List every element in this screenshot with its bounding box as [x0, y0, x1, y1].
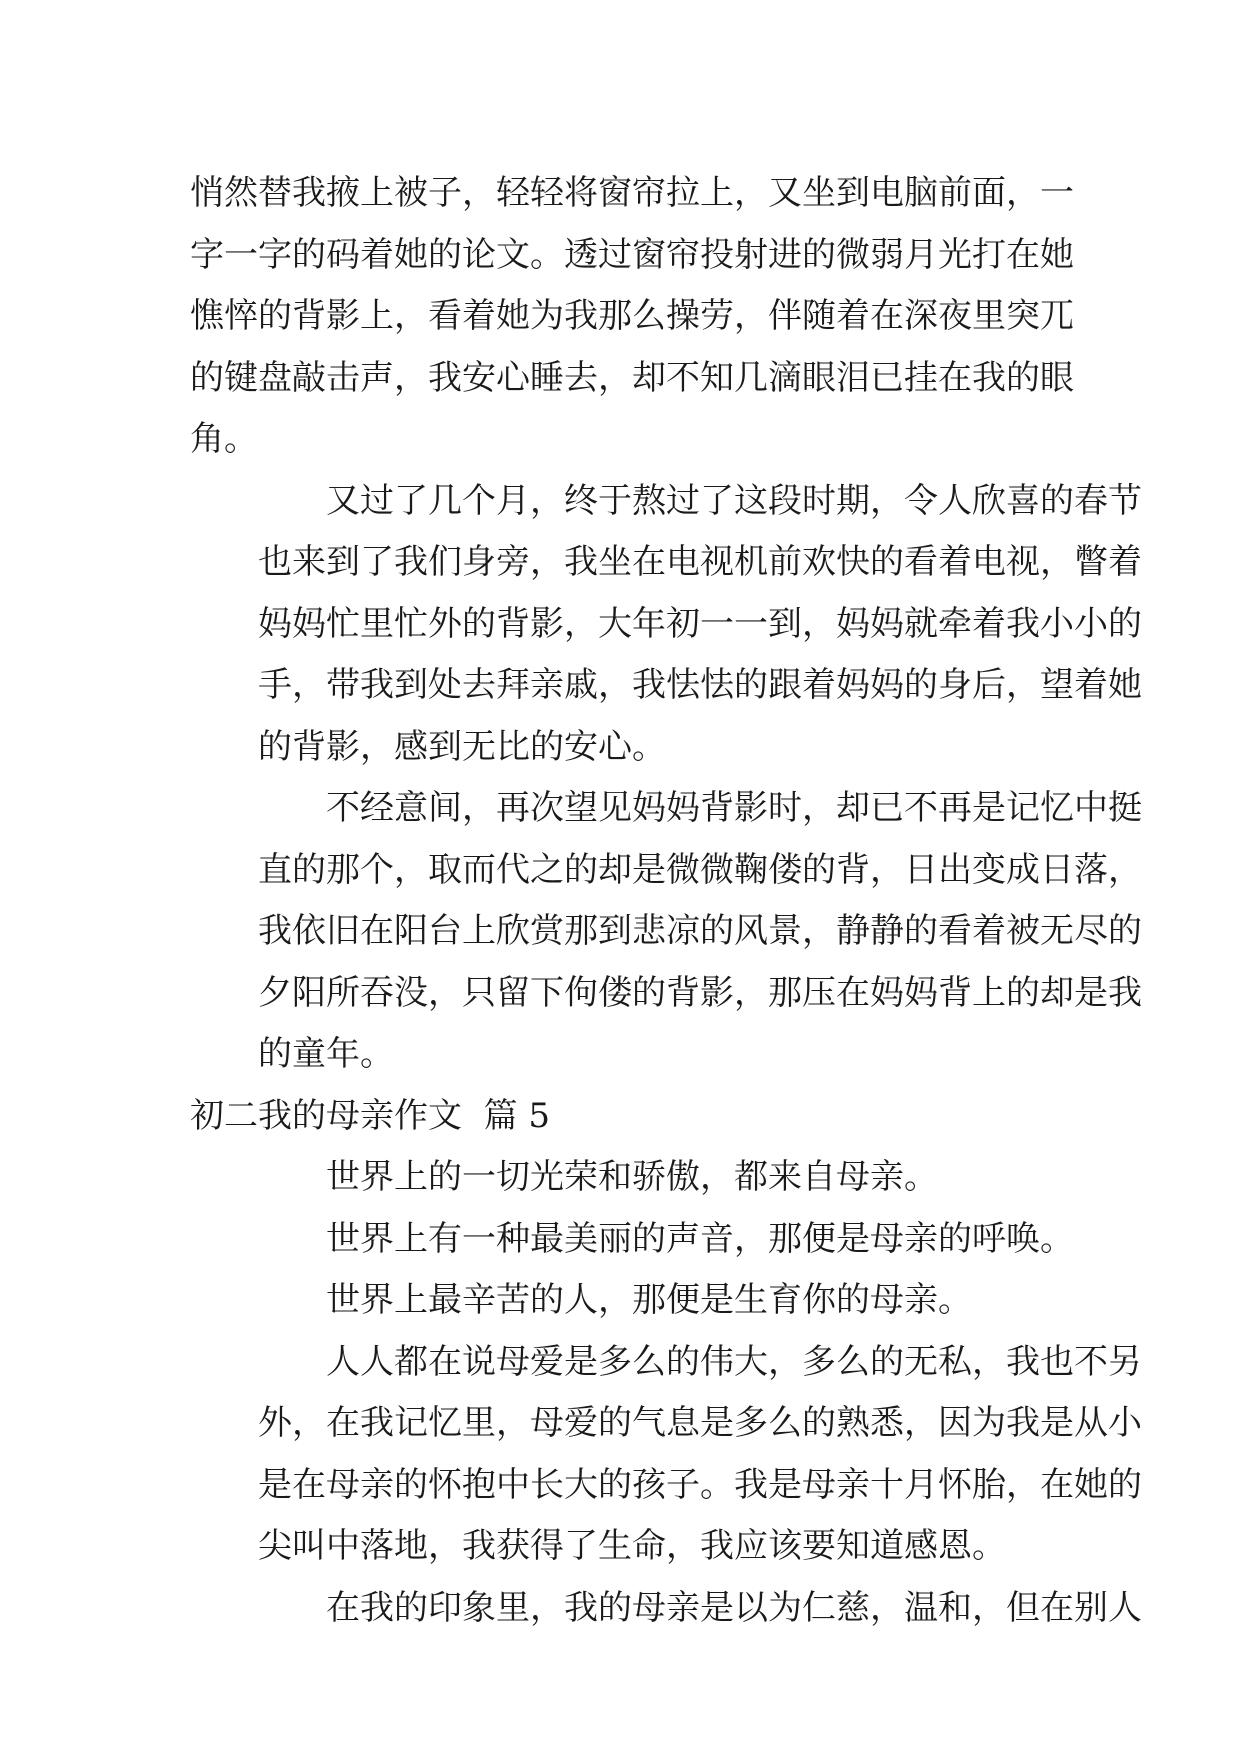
text-line: 世界上有一种最美丽的声音，那便是母亲的呼唤。: [326, 1218, 1074, 1259]
paragraph-7: [190, 1332, 1142, 1578]
text-line: 世界上的一切光荣和骄傲，都来自母亲。: [326, 1157, 938, 1197]
text-line: 角。: [190, 419, 258, 459]
text-line: 手，带我到处去拜亲戚，我怯怯的跟着妈妈的身后，望着她: [258, 665, 1142, 705]
paragraph-8: [190, 1578, 1142, 1640]
text-line: 妈妈忙里忙外的背影，大年初一一到，妈妈就牵着我小小的: [258, 603, 1142, 644]
text-line: 尖叫中落地，我获得了生命，我应该要知道感恩。: [258, 1526, 1006, 1566]
text-line: 又过了几个月，终于熬过了这段时期，令人欣喜的春节: [326, 480, 1142, 521]
text-line: 人人都在说母爱是多么的伟大，多么的无私，我也不另: [326, 1341, 1142, 1382]
paragraph-3: [190, 778, 1142, 1086]
paragraph-6: [190, 1270, 1050, 1332]
text-line: 在我的印象里，我的母亲是以为仁慈，温和，但在别人: [326, 1587, 1142, 1628]
text-line: 的键盘敲击声，我安心睡去，却不知几滴眼泪已挂在我的眼: [190, 357, 1074, 398]
text-line: 字一字的码着她的论文。透过窗帘投射进的微弱月光打在她: [190, 234, 1074, 275]
paragraph-1: [190, 163, 1074, 471]
text-line: 直的那个，取而代之的却是微微鞠偻的背，日出变成日落，: [258, 849, 1142, 890]
paragraph-2: [190, 471, 1142, 779]
text-line: 外，在我记忆里，母爱的气息是多么的熟悉，因为我是从小: [258, 1403, 1142, 1443]
text-line: 悄然替我掖上被子，轻轻将窗帘拉上，又坐到电脑前面，一: [190, 173, 1074, 213]
paragraph-4: [190, 1147, 1050, 1209]
text-line: 憔悴的背影上，看着她为我那么操劳，伴随着在深夜里突兀: [190, 296, 1074, 336]
text-line: 的童年。: [258, 1034, 394, 1074]
text-line: 世界上最辛苦的人，那便是生育你的母亲。: [326, 1280, 972, 1320]
text-line: 夕阳所吞没，只留下佝偻的背影，那压在妈妈背上的却是我: [258, 972, 1142, 1013]
text-line: 不经意间，再次望见妈妈背影时，却已不再是记忆中挺: [326, 788, 1142, 828]
text-line: 我依旧在阳台上欣赏那到悲凉的风景，静静的看着被无尽的: [258, 911, 1142, 951]
text-line: 也来到了我们身旁，我坐在电视机前欢快的看着电视，瞥着: [258, 542, 1142, 582]
section-heading: [190, 1086, 1050, 1148]
section-heading-text: 初二我的母亲作文 篇 5: [190, 1095, 551, 1136]
text-line: 是在母亲的怀抱中长大的孩子。我是母亲十月怀胎，在她的: [258, 1464, 1142, 1505]
text-line: 的背影，感到无比的安心。: [258, 726, 666, 767]
paragraph-5: [190, 1209, 1074, 1271]
document-body: [190, 163, 1142, 1639]
